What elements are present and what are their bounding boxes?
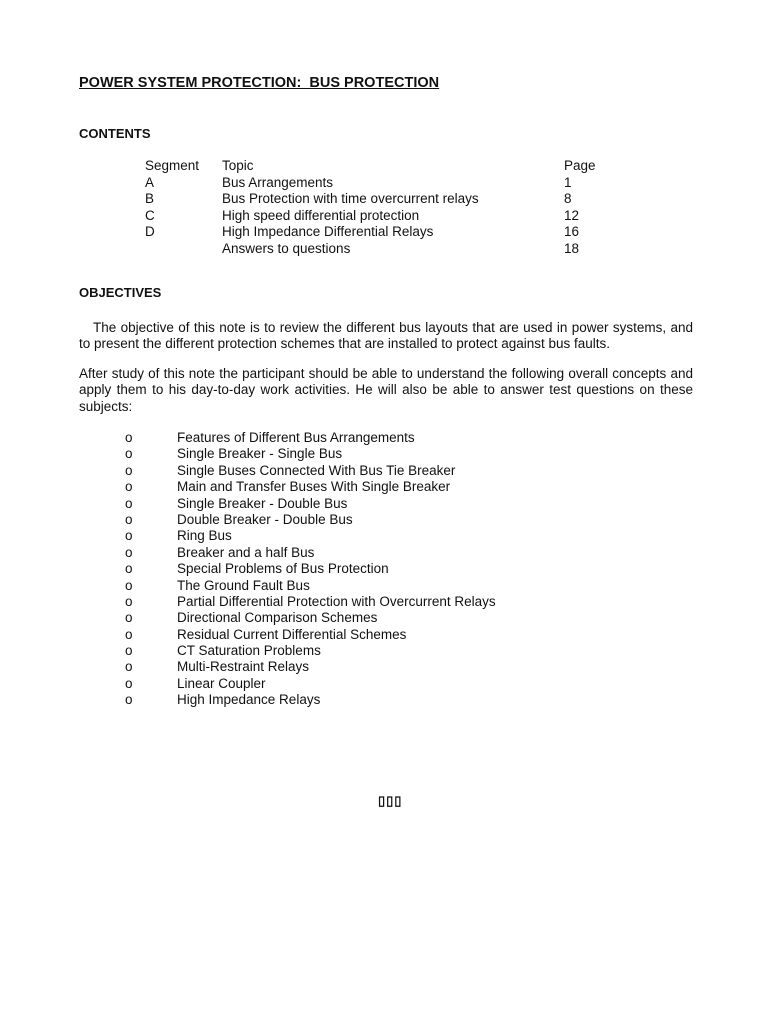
bullet-marker: o xyxy=(125,577,133,593)
list-item xyxy=(0,430,768,446)
toc-header-topic: Topic xyxy=(222,158,254,173)
bullet-marker: o xyxy=(125,659,133,675)
subject-list xyxy=(0,430,768,709)
bullet-marker: o xyxy=(125,561,133,577)
list-item-text: Single Breaker - Single Bus xyxy=(177,446,343,462)
bullet-marker: o xyxy=(125,479,133,495)
toc-page: 12 xyxy=(564,207,580,223)
list-item xyxy=(0,610,768,626)
list-item-text: Special Problems of Bus Protection xyxy=(177,561,389,577)
list-item xyxy=(0,463,768,479)
list-item-text: Ring Bus xyxy=(177,528,232,544)
toc-row xyxy=(0,208,768,225)
list-item-text: High Impedance Relays xyxy=(177,692,321,708)
list-item xyxy=(0,594,768,610)
bullet-marker: o xyxy=(125,511,133,527)
list-item-text: Directional Comparison Schemes xyxy=(177,610,378,626)
toc-header-segment: Segment xyxy=(145,158,200,173)
bullet-marker: o xyxy=(125,446,133,462)
list-item xyxy=(0,627,768,643)
list-item xyxy=(0,545,768,561)
bullet-marker: o xyxy=(125,528,133,544)
toc-segment: B xyxy=(145,191,155,206)
list-item xyxy=(0,496,768,512)
list-item-text: CT Saturation Problems xyxy=(177,643,321,659)
objectives-heading: OBJECTIVES xyxy=(79,285,162,300)
list-item-text: Double Breaker - Double Bus xyxy=(177,511,353,527)
objective-paragraph: The objective of this note is to review the different bus layouts that are used in power systems, and to present the different protection schemes that are installed to protect against bus faults. xyxy=(79,320,693,352)
toc-topic: Answers to questions xyxy=(222,240,351,256)
list-item xyxy=(0,512,768,528)
list-item-text: Single Buses Connected With Bus Tie Breaker xyxy=(177,462,456,478)
list-item xyxy=(0,446,768,462)
list-item-text: Main and Transfer Buses With Single Breaker xyxy=(177,479,451,495)
toc-rows xyxy=(0,175,768,258)
list-item-text: Residual Current Differential Schemes xyxy=(177,626,407,642)
contents-heading: CONTENTS xyxy=(79,126,151,141)
toc-segment: A xyxy=(145,174,155,190)
bullet-marker: o xyxy=(125,593,133,609)
toc-topic: High Impedance Differential Relays xyxy=(222,224,434,239)
bullet-marker: o xyxy=(125,462,133,478)
list-item-text: Partial Differential Protection with Overcurrent Relays xyxy=(177,593,496,609)
list-item xyxy=(0,479,768,495)
toc-header-row xyxy=(0,158,768,175)
end-of-section-mark: ▯▯▯ xyxy=(378,793,403,808)
toc-page: 16 xyxy=(564,224,580,239)
toc-header-page: Page xyxy=(564,158,596,173)
bullet-marker: o xyxy=(125,626,133,642)
table-of-contents xyxy=(0,158,768,257)
bullet-marker: o xyxy=(125,675,133,691)
bullet-marker: o xyxy=(125,544,133,560)
toc-topic: Bus Arrangements xyxy=(222,174,334,190)
bullet-marker: o xyxy=(125,692,133,708)
document-title: POWER SYSTEM PROTECTION: BUS PROTECTION xyxy=(79,75,440,91)
toc-segment: D xyxy=(145,224,155,239)
list-item-text: Features of Different Bus Arrangements xyxy=(177,430,415,445)
toc-segment: C xyxy=(145,207,155,223)
toc-row xyxy=(0,191,768,208)
list-item-text: Linear Coupler xyxy=(177,675,266,691)
list-item xyxy=(0,578,768,594)
study-outcome-paragraph: After study of this note the participant should be able to understand the following overall concepts and apply them to his day-to-day work activities. He will also be able to answer test questions on these subjects: xyxy=(79,366,693,414)
list-item xyxy=(0,528,768,544)
toc-row xyxy=(0,175,768,192)
toc-page: 1 xyxy=(564,174,572,190)
bullet-marker: o xyxy=(125,643,133,659)
toc-row xyxy=(0,241,768,258)
toc-page: 18 xyxy=(564,240,580,256)
list-item xyxy=(0,676,768,692)
toc-topic: High speed differential protection xyxy=(222,207,420,223)
toc-topic: Bus Protection with time overcurrent relays xyxy=(222,191,479,206)
bullet-marker: o xyxy=(125,610,133,626)
list-item-text: Single Breaker - Double Bus xyxy=(177,495,348,511)
list-item xyxy=(0,643,768,659)
bullet-marker: o xyxy=(125,430,133,445)
list-item-text: Breaker and a half Bus xyxy=(177,544,315,560)
list-item xyxy=(0,561,768,577)
list-item-text: The Ground Fault Bus xyxy=(177,577,310,593)
list-item xyxy=(0,659,768,675)
toc-page: 8 xyxy=(564,191,572,206)
toc-row xyxy=(0,224,768,241)
list-item xyxy=(0,692,768,708)
list-item-text: Multi-Restraint Relays xyxy=(177,659,310,675)
bullet-marker: o xyxy=(125,495,133,511)
